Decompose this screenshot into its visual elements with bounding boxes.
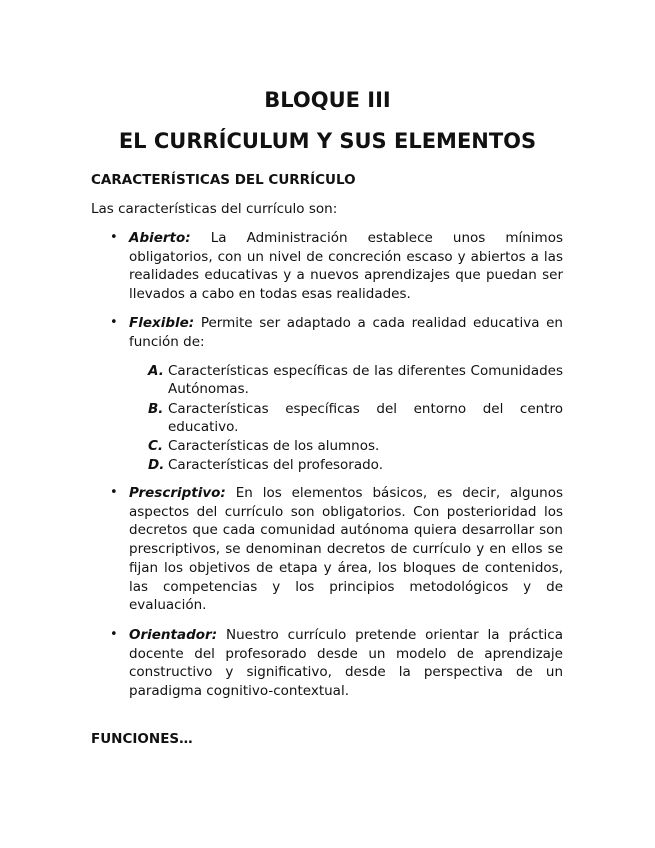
- sublist-text: Características específicas del entorno del centro educativo.: [168, 401, 563, 435]
- intro-paragraph: Las características del currículo son:: [91, 201, 338, 217]
- list-item-orientador: [110, 626, 563, 701]
- main-title: EL CURRÍCULUM Y SUS ELEMENTOS: [118, 129, 537, 153]
- item-term: Flexible:: [129, 315, 195, 331]
- sublist-item: [148, 437, 563, 455]
- bullet-icon: •: [110, 315, 118, 330]
- item-term: Abierto:: [129, 230, 191, 246]
- item-text: Permite ser adaptado a cada realidad educativa en función de:: [129, 315, 563, 350]
- sublist-item: [148, 362, 563, 398]
- block-title: BLOQUE III: [264, 88, 391, 112]
- item-text: Nuestro currículo pretende orientar la práctica docente del profesorado desde un modelo de aprendizaje constructivo y significativo, desde la perspectiva de un paradigma cognitivo-contextual.: [129, 627, 563, 700]
- sublist-text: Características del profesorado.: [168, 457, 383, 473]
- item-text: En los elementos básicos, es decir, algunos aspectos del currículo son obligatorios. Con posterioridad los decretos que cada comunidad autónoma quiera desarrollar son prescriptivos, se denominan decretos de currículo y en ellos se fijan los objetivos de etapa y área, los bloques de contenidos, las competencias y los principios metodológicos y de evaluación.: [129, 485, 563, 614]
- item-term: Prescriptivo:: [129, 485, 226, 501]
- bullet-icon: •: [110, 485, 118, 500]
- list-item-abierto: [110, 229, 563, 304]
- sublist-text: Características de los alumnos.: [168, 438, 380, 454]
- sublist-text: Características específicas de las diferentes Comunidades Autónomas.: [168, 363, 563, 397]
- sublist-marker: C.: [148, 438, 164, 454]
- sublist-item: [148, 456, 563, 474]
- bullet-icon: •: [110, 627, 118, 642]
- sublist-marker: B.: [148, 401, 164, 417]
- sublist-marker: D.: [148, 457, 165, 473]
- sublist-marker: A.: [148, 363, 164, 379]
- list-item-prescriptivo: [110, 484, 563, 615]
- item-text: La Administración establece unos mínimos obligatorios, con un nivel de concreción escaso y abiertos a las realidades educativas y a nuevos aprendizajes que puedan ser llevados a cabo en todas esas realidades.: [129, 230, 563, 303]
- sublist-item: [148, 400, 563, 436]
- item-term: Orientador:: [129, 627, 218, 643]
- bullet-icon: •: [110, 230, 118, 245]
- list-item-flexible: [110, 314, 563, 351]
- section-heading-caracteristicas: CARACTERÍSTICAS DEL CURRÍCULO: [91, 172, 356, 188]
- section-heading-funciones: FUNCIONES…: [91, 731, 193, 747]
